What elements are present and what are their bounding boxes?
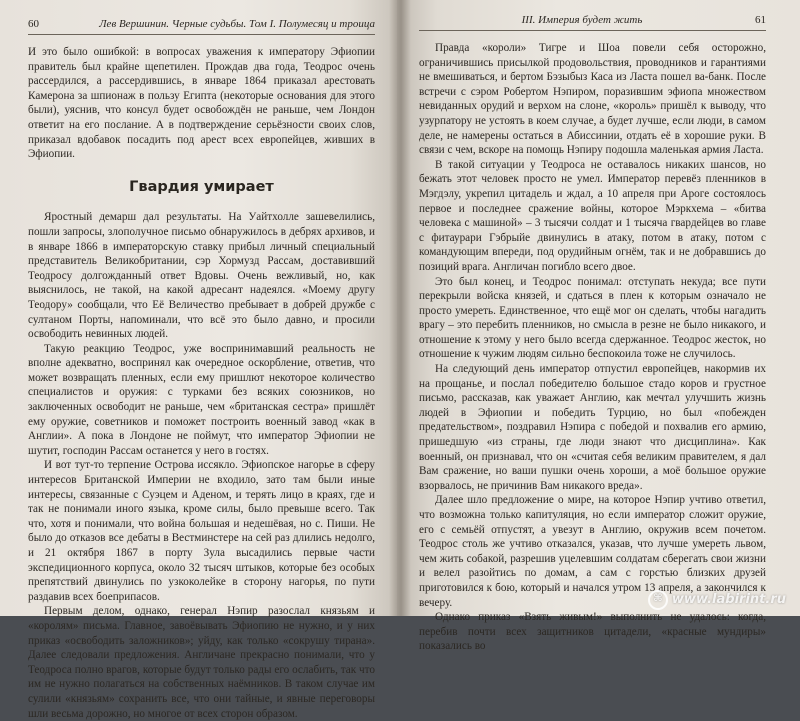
left-paragraph-intro: И это было ошибкой: в вопросах уважения к императору Эфиопии правитель был крайне щепетилен. Прождав два года, Теодрос очень рассердился, а рассердившись, в январе 1864 приказал арестовать Камерона за шпионаж в пользу Египта (некоторые основания для этого были), уяснив, что консул будет освобождён не раньше, чем Лондон ответит на его послание. А в подтверждение серьёзности своих слов, приказал вдобавок посадить под арест всех европейцев, живших в Эфиопии. — [28, 46, 375, 161]
section-title: Гвардия умирает — [129, 178, 274, 195]
right-page-header — [419, 14, 766, 31]
right-paragraph-5: Далее шло предложение о мире, на которое Нэпир учтиво ответил, что возможна только капитуляция, но если император сложит оружие, его с семьёй отпустят, а увезут в Англию, окружив всем почетом. Теодрос столь же учтиво отказался, указав, что лучше умереть львом, чем жить собакой, разрешив уцелевшим солдатам сберегать свои жизни и велел разойтись по домам, а сам с горстью близких друзей приготовился к бою, который и начался утром 13 апреля, а закончился к вечеру. — [419, 494, 766, 609]
right-running-head: III. Империя будет жить — [521, 14, 643, 26]
left-page-header — [28, 18, 375, 35]
right-paragraph-2: В такой ситуации у Теодроса не оставалось никаких шансов, но бежать этот человек просто не умел. Император перевёз пленников в Мэгдэлу, укрепил цитадель и ждал, а 10 апреля при Ароге состоялось первое и последнее сражение войны, которое Мэркхема – «битва человека с машиной» – 3 тысячи солдат и 1 тысяча гвардейцев во главе с фитаурари Гэбрыйе двинулись в атаку, потом в атаку, потом с командующим впереди, под орудийным огнём, так и не добравшись до позиций врага. Англичан погибло всего двое. — [419, 158, 766, 273]
left-running-head: Лев Вершинин. Черные судьбы. Том I. Полумесяц и троица — [99, 18, 375, 30]
left-page — [0, 0, 397, 720]
left-paragraph-3: И вот тут-то терпение Острова иссякло. Эфиопское нагорье в сферу интересов Британской Империи не входило, зато там были иные интересы, связанные с Суэцем и Аденом, и терять лицо в краях, где и так не понимали иного языка, кроме силы, было превыше всего. Так что, хотя и понимали, что война большая и недешёвая, но с. Пиши. Не было до отказов все дебаты в Вестминстере на сей раз длились недолго, и 21 октября 1867 в порту Зула высадились первые части экспедиционного корпуса, около 32 тысяч штыков, которые без особых препятствий двинулись по узкоколейке в сторону нагорья, по пути раздавив всех боеприпасов. — [28, 459, 375, 603]
right-page-number: 61 — [755, 14, 766, 26]
left-page-number: 60 — [28, 18, 39, 30]
left-paragraph-1: Яростный демарш дал результаты. На Уайтхолле зашевелились, пошли запросы, злополучное письмо обнаружилось в дебрях архивов, и в январе 1866 в императорскую ставку прибыл личный специальный представитель Великобритании, сэр Хормузд Рассам, доставивший Теодросу долгожданный ответ Вдовы. Очень вежливый, но, как выяснилось, не такой, на какой адресант надеялся. «Моему другу Теодору» сообщали, что Её Величество пребывает в добрей дружбе с султаном Порты, напоминали, что всё это было давно, и просили освободить невинных людей. — [28, 211, 375, 341]
right-paragraph-3: Это был конец, и Теодрос понимал: отступать некуда; все пути перекрыли войска князей, и сдаться в плен к которым означало не просто умереть. Единственное, что ещё мог он сделать, чтобы нагадить врагу – это перебить пленников, но смысла в резне не было никакого, и отношение к этому у него было всегда сдержанное. Теодрос жесток, но отношение к чужим людям сильно беспокоила тоже не случилось. — [419, 275, 766, 361]
left-paragraph-2: Такую реакцию Теодрос, уже воспринимавший реальность не вполне адекватно, воспринял как очередное оскорбление, ответив, что может возвращать пленных, если ему пришлют некоторое количество специалистов и оружия: с турками без всяких союзников, но заключенных освободит не раньше, чем «британская сестра» пришлёт ему оружие, советников и поможет построить военный завод «как в Англии». А пока в Лондоне не поймут, что император Эфиопии не шутит, господин Рассам останется у него в гостях. — [28, 342, 375, 457]
left-paragraph-4: Первым делом, однако, генерал Нэпир разослал князьям и «королям» письма. Главное, завоёвывать Эфиопию не нужно, и у них приказ «освободить заложников»; уйду, как только «сокрушу тирана». Далее следовали предложения. Англичане прекрасно понимали, что у Теодроса полно врагов, которые будут только рады его ослабить, так что им не нужно полагаться на собственных наёмников. В таком случае им сулили «князьям» сохранить все, что они тайные, и явные переговоры шли весьма дорожно, но многое от всех сторон образом. — [28, 605, 375, 720]
right-paragraph-1: Правда «короли» Тигре и Шоа повели себя осторожно, ограничившись присылкой продовольствия, проводников и гарантиями не вмешиваться, и бертом Бэзыбыз Каса из Ласта пошел ва-банк. После встречи с сэром Робертом Нэпиром, поразившим эфиопа множеством невиданных орудий и верхом на слоне, «король» пришёл к выводу, что узурпатору не устоять в коем случае, а будет лучше, если люди, в самом деле, не намерены остаться в Абиссинии, отдать её в хорошие руки. В связи с чем, вскоре на помощь Нэпиру подошла маленькая армия Ласта. — [419, 42, 766, 157]
right-page — [397, 0, 800, 653]
watermark-text: www.labirint.ru — [671, 591, 786, 607]
watermark — [648, 590, 786, 610]
right-paragraph-6: Однако приказ «Взять живым!» выполнить не удалось: когда, перебив почти всех защитников цитадели, «красные мундиры» показались во — [419, 611, 766, 653]
right-paragraph-4: На следующий день император отпустил европейцев, накормив их на прощанье, и послал победителю большое стадо коров и грустное письмо, рассказав, как уважает Англию, как мечтал улучшить жизнь людей в Эфиопии и победить Турцию, но был «побежден предательством», поздравил Нэпира с победой и похвалив его армию, пришедшую «из страны, где люди знают что дисциплина». Как военный, он признавал, что он «считая себя великим правителем, я дал Вам сражение, но ваши пушки очень хороши, а моё большое оружие взорвалось, не причинив Вам никакого вреда». — [419, 363, 766, 492]
labyrinth-logo-icon: ⌘ — [648, 590, 668, 610]
